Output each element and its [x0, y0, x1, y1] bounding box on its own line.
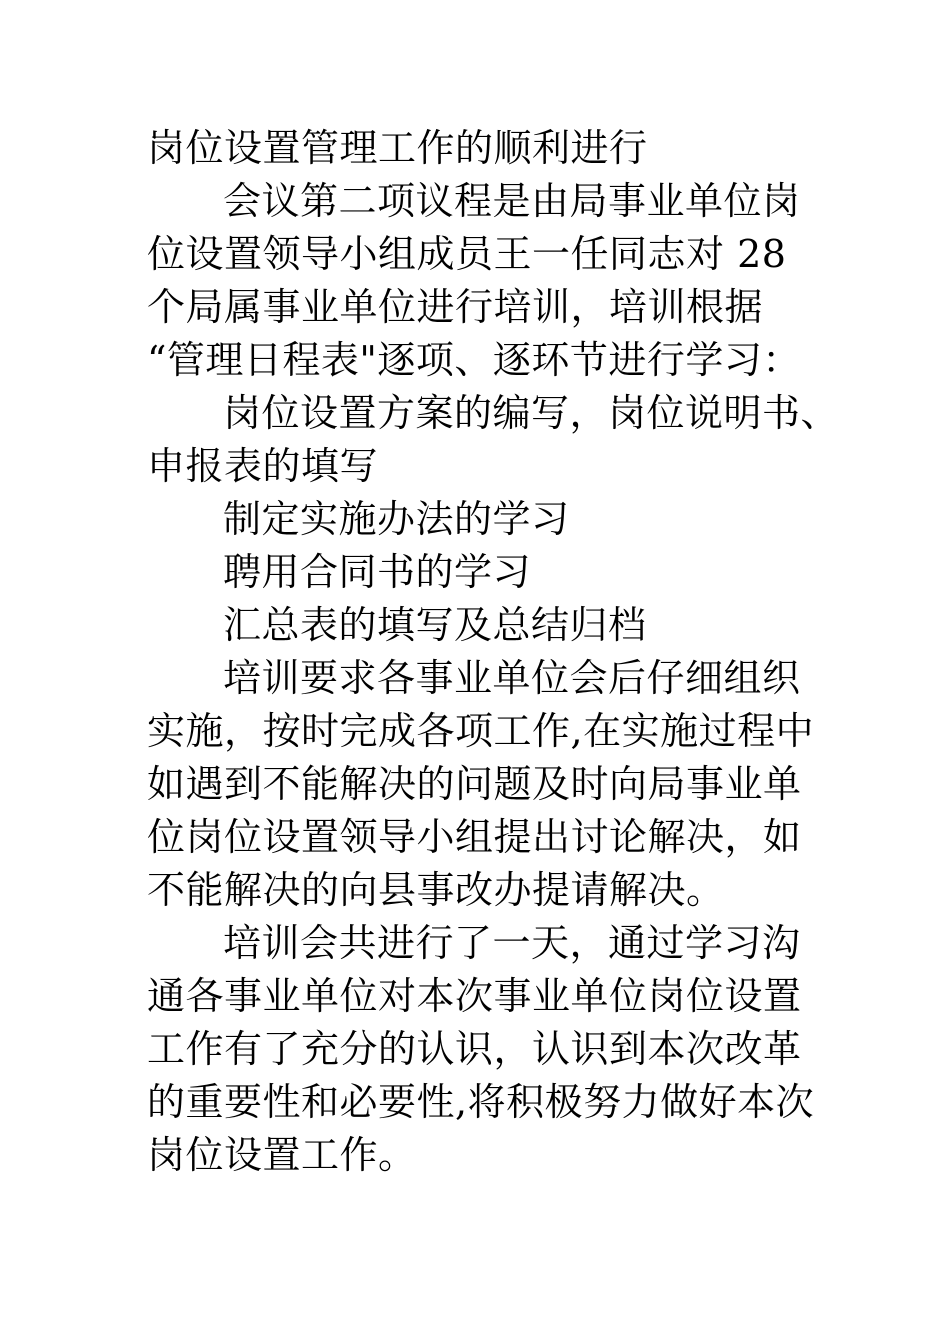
text-line: 个局属事业单位进行培训，培训根据 — [147, 285, 764, 329]
text-line: 制定实施办法的学习 — [223, 497, 570, 541]
text-line: 岗位设置方案的编写，岗位说明书、 — [223, 391, 840, 435]
text-line: 实施，按时完成各项工作,在实施过程中 — [147, 709, 815, 753]
text-line: “管理日程表"逐项、逐环节进行学习： — [147, 338, 801, 382]
body-text — [147, 122, 840, 1182]
text-line: 位岗位设置领导小组提出讨论解决，如 — [147, 815, 802, 859]
text-line: 位设置领导小组成员王一任同志对 28 — [147, 232, 787, 276]
text-line: 申报表的填写 — [147, 444, 379, 488]
text-line: 通各事业单位对本次事业单位岗位设置 — [147, 974, 802, 1018]
text-line: 培训会共进行了一天，通过学习沟 — [223, 921, 801, 965]
text-line: 岗位设置工作。 — [147, 1133, 417, 1177]
text-line: 培训要求各事业单位会后仔细组织 — [223, 656, 801, 700]
text-line: 聘用合同书的学习 — [223, 550, 532, 594]
text-line: 汇总表的填写及总结归档 — [223, 603, 647, 647]
text-line: 不能解决的向县事改办提请解决。 — [147, 868, 725, 912]
text-line: 岗位设置管理工作的顺利进行 — [147, 126, 648, 170]
text-line: 会议第二项议程是由局事业单位岗 — [223, 179, 801, 223]
text-line: 的重要性和必要性,将积极努力做好本次 — [147, 1080, 815, 1124]
text-line: 工作有了充分的认识，认识到本次改革 — [147, 1027, 802, 1071]
text-line: 如遇到不能解决的问题及时向局事业单 — [147, 762, 802, 806]
